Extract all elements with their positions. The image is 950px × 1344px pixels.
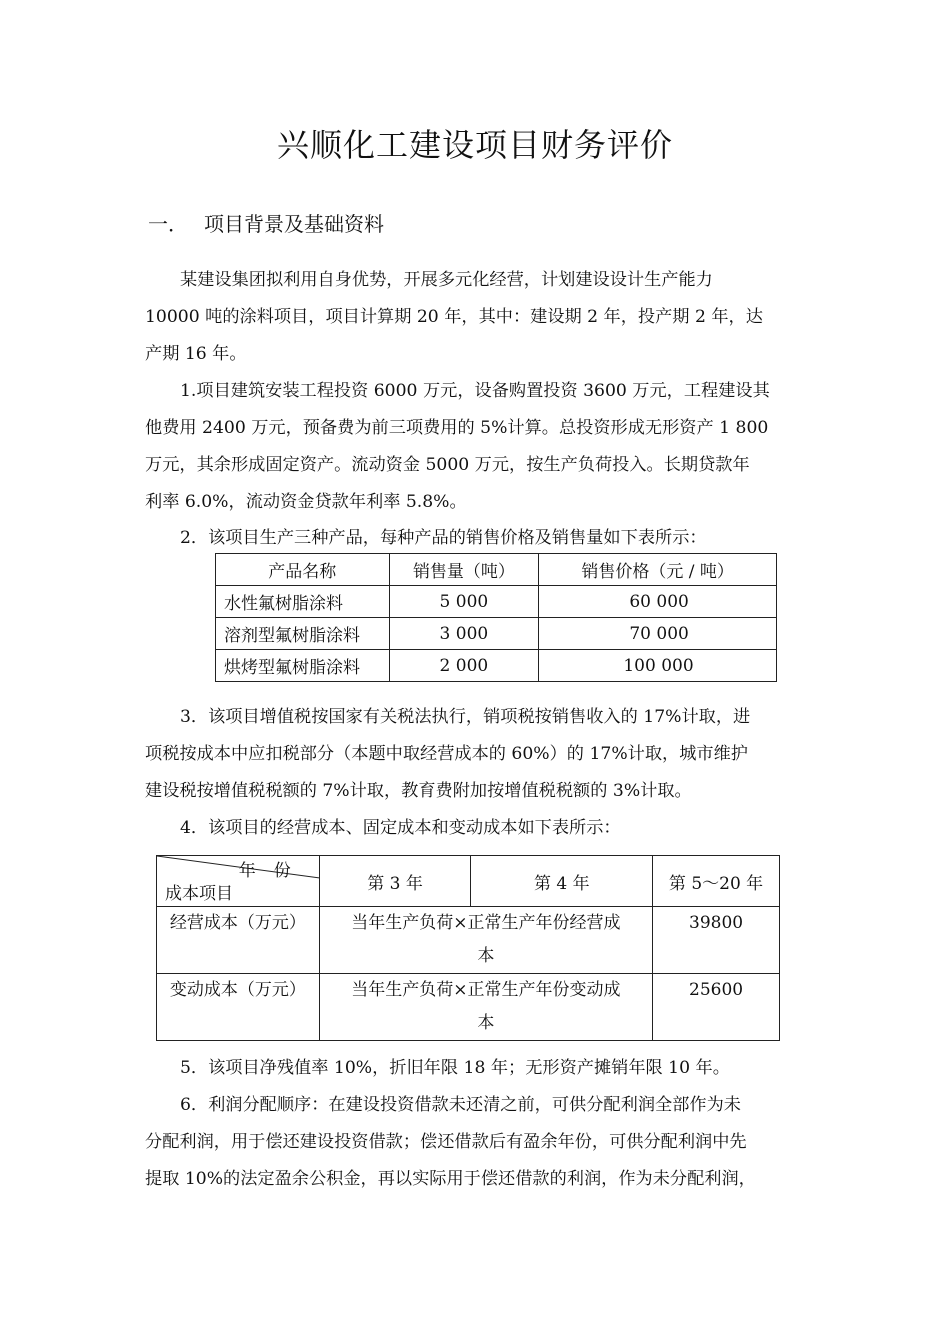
p6-line-2: 分配利润，用于偿还建设投资借款；偿还借款后有盈余年份，可供分配利润中先 bbox=[145, 1132, 747, 1152]
p6-line-1: 6．利润分配顺序：在建设投资借款未还清之前，可供分配利润全部作为未 bbox=[180, 1095, 741, 1115]
sales-price: 60 000 bbox=[539, 586, 777, 618]
cost-row-value: 25600 bbox=[653, 974, 780, 1041]
cost-table-header-row bbox=[157, 856, 780, 907]
formula-line-1: 当年生产负荷×正常生产年份变动成 bbox=[351, 980, 621, 1000]
sales-header-price: 销售价格（元 / 吨） bbox=[539, 554, 777, 586]
p4-line: 4．该项目的经营成本、固定成本和变动成本如下表所示： bbox=[180, 818, 621, 838]
sales-price: 100 000 bbox=[539, 650, 777, 682]
product-name: 水性氟树脂涂料 bbox=[216, 586, 390, 618]
cost-row-formula bbox=[319, 974, 652, 1041]
sales-table bbox=[215, 553, 777, 682]
p3-line-2: 项税按成本中应扣税部分（本题中取经营成本的 60%）的 17%计取，城市维护 bbox=[145, 744, 748, 764]
cost-row-label: 变动成本（万元） bbox=[157, 974, 320, 1041]
section-heading bbox=[148, 208, 384, 237]
table-row bbox=[216, 586, 777, 618]
sales-header-volume: 销售量（吨） bbox=[389, 554, 539, 586]
section-title: 项目背景及基础资料 bbox=[204, 212, 384, 236]
table-row bbox=[216, 618, 777, 650]
p3-line-1: 3．该项目增值税按国家有关税法执行，销项税按销售收入的 17%计取，进 bbox=[180, 707, 751, 727]
cost-row-value: 39800 bbox=[653, 907, 780, 974]
formula-line-2: 本 bbox=[477, 1013, 495, 1033]
corner-label-item: 成本项目 bbox=[165, 884, 233, 904]
cost-row-label: 经营成本（万元） bbox=[157, 907, 320, 974]
p5-line: 5．该项目净残值率 10%，折旧年限 18 年；无形资产摊销年限 10 年。 bbox=[180, 1058, 730, 1078]
sales-volume: 2 000 bbox=[389, 650, 539, 682]
product-name: 烘烤型氟树脂涂料 bbox=[216, 650, 390, 682]
cost-row-formula bbox=[319, 907, 652, 974]
cost-table-corner-cell bbox=[157, 856, 320, 907]
table-row bbox=[157, 974, 780, 1041]
p3-line-3: 建设税按增值税税额的 7%计取，教育费附加按增值税税额的 3%计取。 bbox=[145, 781, 692, 801]
sales-price: 70 000 bbox=[539, 618, 777, 650]
sales-table-header-row bbox=[216, 554, 777, 586]
p1-line-1: 1.项目建筑安装工程投资 6000 万元，设备购置投资 3600 万元，工程建设其 bbox=[180, 381, 770, 401]
table-row bbox=[157, 907, 780, 974]
formula-line-2: 本 bbox=[477, 946, 495, 966]
p6-line-3: 提取 10%的法定盈余公积金，再以实际用于偿还借款的利润，作为未分配利润， bbox=[145, 1169, 756, 1189]
sales-volume: 3 000 bbox=[389, 618, 539, 650]
page-title: 兴顺化工建设项目财务评价 bbox=[276, 126, 673, 164]
p1-line-2: 他费用 2400 万元，预备费为前三项费用的 5%计算。总投资形成无形资产 1 800 bbox=[145, 418, 769, 438]
intro-line-3: 产期 16 年。 bbox=[145, 344, 247, 364]
table-row bbox=[216, 650, 777, 682]
section-number: 一． bbox=[148, 212, 188, 236]
product-name: 溶剂型氟树脂涂料 bbox=[216, 618, 390, 650]
sales-header-product: 产品名称 bbox=[216, 554, 390, 586]
intro-line-2: 10000 吨的涂料项目，项目计算期 20 年，其中：建设期 2 年，投产期 2 年，达 bbox=[145, 307, 763, 327]
cost-table bbox=[156, 855, 780, 1041]
sales-volume: 5 000 bbox=[389, 586, 539, 618]
corner-label-year: 年份 bbox=[238, 861, 309, 881]
p1-line-4: 利率 6.0%，流动资金贷款年利率 5.8%。 bbox=[145, 492, 467, 512]
cost-header-year-3: 第 3 年 bbox=[319, 856, 471, 907]
p2-line: 2．该项目生产三种产品，每种产品的销售价格及销售量如下表所示： bbox=[180, 528, 707, 548]
cost-header-year-5-20: 第 5～20 年 bbox=[653, 856, 780, 907]
p1-line-3: 万元，其余形成固定资产。流动资金 5000 万元，按生产负荷投入。长期贷款年 bbox=[145, 455, 750, 475]
formula-line-1: 当年生产负荷×正常生产年份经营成 bbox=[351, 913, 621, 933]
intro-line-1: 某建设集团拟利用自身优势，开展多元化经营，计划建设设计生产能力 bbox=[180, 270, 713, 290]
cost-header-year-4: 第 4 年 bbox=[471, 856, 653, 907]
